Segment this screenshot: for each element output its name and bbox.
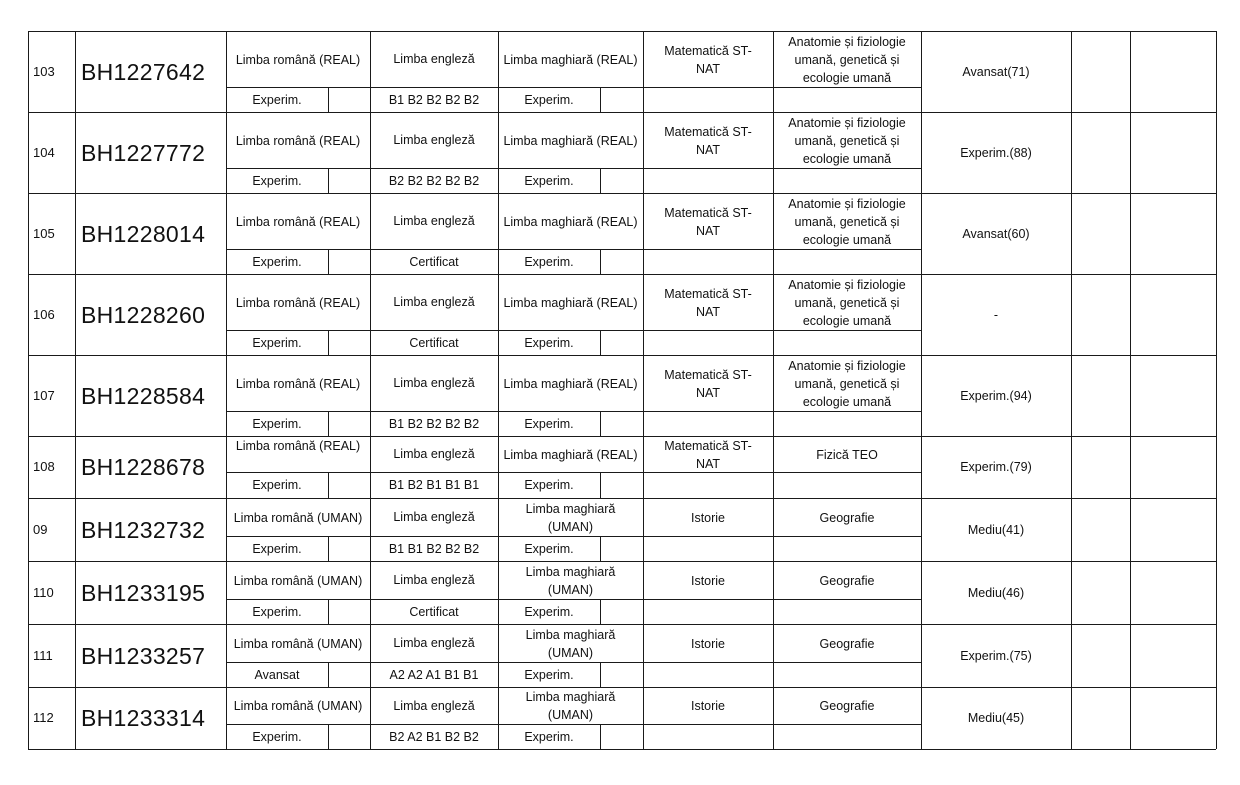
digital-skills-result: Avansat(71)	[962, 64, 1030, 79]
mandatory-exam-subject: Istorie	[690, 510, 726, 525]
elective-exam-subject: Anatomie și fiziologie umană, genetică și ecologie umană	[788, 115, 906, 166]
row-number: 110	[33, 584, 54, 600]
candidate-code: BH1227642	[81, 58, 206, 85]
hungarian-exam-label: Limba maghiară (REAL)	[503, 133, 638, 148]
mandatory-exam-subject: Istorie	[690, 636, 726, 651]
romanian-level: Avansat	[254, 667, 300, 682]
digital-skills-result: -	[993, 307, 999, 322]
mandatory-exam-subject: Matematică ST-NAT	[664, 286, 752, 319]
english-level: B2 A2 B1 B2 B2	[389, 729, 479, 744]
elective-exam-subject: Fizică TEO	[816, 447, 878, 462]
digital-skills-result: Experim.(94)	[960, 388, 1032, 403]
candidate-code: BH1227772	[81, 139, 206, 166]
candidate-code: BH1232732	[81, 516, 206, 543]
elective-exam-subject: Anatomie și fiziologie umană, genetică și ecologie umană	[788, 277, 906, 328]
hungarian-level: Experim.	[524, 173, 574, 188]
hungarian-level: Experim.	[524, 335, 574, 350]
romanian-level: Experim.	[252, 416, 302, 431]
english-level: Certificat	[409, 335, 459, 350]
hungarian-exam-label: Limba maghiară (REAL)	[503, 214, 638, 229]
candidate-code: BH1228584	[81, 382, 206, 409]
digital-skills-result: Mediu(41)	[967, 522, 1025, 537]
hungarian-level: Experim.	[524, 92, 574, 107]
romanian-level: Experim.	[252, 478, 302, 492]
english-level: Certificat	[409, 604, 459, 619]
elective-exam-subject: Geografie	[819, 699, 875, 713]
hungarian-exam-label: Limba maghiară (UMAN)	[525, 564, 616, 597]
romanian-level: Experim.	[252, 604, 302, 619]
candidate-code: BH1228014	[81, 220, 206, 247]
mandatory-exam-subject: Matematică ST-NAT	[664, 367, 752, 400]
romanian-exam-label: Limba română (UMAN)	[233, 510, 363, 525]
hungarian-exam-label: Limba maghiară (UMAN)	[525, 690, 616, 722]
romanian-exam-label: Limba română (UMAN)	[233, 699, 363, 713]
romanian-exam-label: Limba română (UMAN)	[233, 636, 363, 651]
english-exam-label: Limba engleză	[393, 636, 475, 650]
digital-skills-result: Avansat(60)	[962, 226, 1030, 241]
row-number: 106	[33, 306, 55, 322]
digital-skills-result: Mediu(46)	[967, 585, 1025, 600]
romanian-level: Experim.	[252, 173, 302, 188]
romanian-exam-label: Limba română (REAL)	[235, 133, 361, 148]
romanian-exam-label: Limba română (REAL)	[235, 376, 361, 391]
candidate-code: BH1233195	[81, 579, 206, 606]
hungarian-exam-label: Limba maghiară (REAL)	[503, 376, 638, 391]
mandatory-exam-subject: Matematică ST-NAT	[664, 124, 752, 157]
romanian-level: Experim.	[252, 729, 302, 744]
elective-exam-subject: Anatomie și fiziologie umană, genetică și ecologie umană	[788, 358, 906, 409]
romanian-level: Experim.	[252, 254, 302, 269]
elective-exam-subject: Geografie	[819, 636, 875, 651]
romanian-exam-label: Limba română (REAL)	[235, 439, 361, 453]
romanian-exam-label: Limba română (REAL)	[235, 214, 361, 229]
candidate-code: BH1233314	[81, 705, 206, 731]
row-number: 107	[33, 387, 55, 403]
romanian-exam-label: Limba română (REAL)	[235, 52, 361, 67]
hungarian-level: Experim.	[524, 604, 574, 619]
elective-exam-subject: Anatomie și fiziologie umană, genetică și ecologie umană	[788, 34, 906, 85]
hungarian-level: Experim.	[524, 254, 574, 269]
mandatory-exam-subject: Matematică ST-NAT	[664, 438, 752, 471]
hungarian-exam-label: Limba maghiară (REAL)	[503, 52, 638, 67]
mandatory-exam-subject: Matematică ST-NAT	[664, 43, 752, 76]
hungarian-exam-label: Limba maghiară (UMAN)	[525, 627, 616, 660]
mandatory-exam-subject: Istorie	[690, 573, 726, 588]
english-level: A2 A2 A1 B1 B1	[389, 667, 479, 682]
digital-skills-result: Experim.(79)	[960, 460, 1032, 474]
row-number: 112	[33, 710, 54, 725]
digital-skills-result: Experim.(75)	[960, 648, 1032, 663]
candidate-code: BH1233257	[81, 642, 206, 669]
digital-skills-result: Experim.(88)	[960, 145, 1032, 160]
english-exam-label: Limba engleză	[393, 698, 475, 713]
mandatory-exam-subject: Matematică ST-NAT	[664, 205, 752, 238]
english-exam-label: Limba engleză	[393, 573, 475, 587]
english-exam-label: Limba engleză	[393, 295, 475, 309]
mandatory-exam-subject: Istorie	[690, 699, 726, 713]
english-level: B2 B2 B2 B2 B2	[388, 173, 480, 188]
english-exam-label: Limba engleză	[393, 447, 475, 461]
row-number: 103	[33, 63, 55, 79]
elective-exam-subject: Anatomie și fiziologie umană, genetică și ecologie umană	[788, 196, 906, 247]
hungarian-exam-label: Limba maghiară (UMAN)	[525, 501, 616, 534]
english-exam-label: Limba engleză	[393, 376, 475, 390]
elective-exam-subject: Geografie	[819, 510, 875, 525]
row-number: 105	[33, 225, 55, 241]
hungarian-level: Experim.	[524, 478, 574, 492]
english-exam-label: Limba engleză	[393, 510, 475, 524]
romanian-level: Experim.	[252, 92, 302, 107]
digital-skills-result: Mediu(45)	[967, 711, 1025, 725]
row-number: 104	[33, 144, 55, 160]
romanian-exam-label: Limba română (UMAN)	[233, 573, 363, 588]
english-level: B1 B2 B2 B2 B2	[388, 92, 480, 107]
hungarian-level: Experim.	[524, 541, 574, 556]
hungarian-exam-label: Limba maghiară (REAL)	[503, 295, 638, 310]
romanian-level: Experim.	[252, 335, 302, 350]
hungarian-level: Experim.	[524, 416, 574, 431]
romanian-level: Experim.	[252, 541, 302, 556]
english-exam-label: Limba engleză	[393, 214, 475, 228]
candidate-code: BH1228260	[81, 301, 206, 328]
hungarian-level: Experim.	[524, 667, 574, 682]
english-level: B1 B2 B1 B1 B1	[388, 478, 480, 492]
english-level: B1 B1 B2 B2 B2	[388, 541, 480, 556]
english-level: Certificat	[409, 254, 459, 269]
row-number: 108	[33, 459, 55, 474]
hungarian-exam-label: Limba maghiară (REAL)	[503, 447, 638, 462]
elective-exam-subject: Geografie	[819, 573, 875, 588]
english-exam-label: Limba engleză	[393, 133, 475, 147]
candidate-code: BH1228678	[81, 454, 206, 480]
hungarian-level: Experim.	[524, 729, 574, 744]
english-level: B1 B2 B2 B2 B2	[388, 416, 480, 431]
romanian-exam-label: Limba română (REAL)	[235, 295, 361, 310]
english-exam-label: Limba engleză	[393, 52, 475, 66]
row-number: 111	[33, 647, 53, 663]
row-number: 09	[33, 521, 48, 537]
